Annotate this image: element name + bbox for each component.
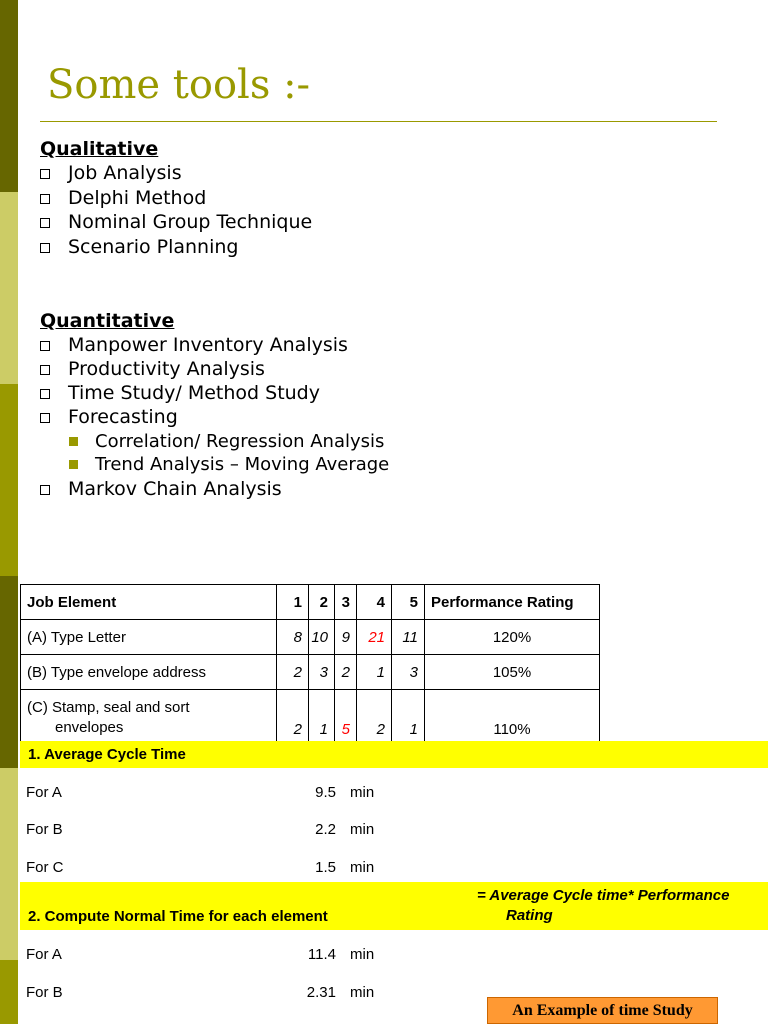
bullet-filled-square-icon [69, 460, 78, 469]
bullet-square-icon [40, 218, 50, 228]
cell-highlighted: 21 [357, 620, 392, 655]
cell: 1 [357, 655, 392, 690]
bullet-square-icon [40, 365, 50, 375]
cell: 2 [335, 655, 357, 690]
table-row [21, 690, 600, 743]
side-bar-segment [0, 0, 18, 192]
side-bar-segment [0, 576, 18, 768]
list-item: Productivity Analysis [40, 358, 265, 380]
cell: (A) Type Letter [21, 620, 277, 655]
cell: 2 [277, 655, 309, 690]
cell: 1 [392, 690, 425, 743]
table-row [21, 655, 600, 690]
list-item: Time Study/ Method Study [40, 382, 320, 404]
section-band [20, 882, 768, 930]
column-header: 1 [277, 585, 309, 620]
side-bar-segment [0, 384, 18, 576]
cell-highlighted: 5 [335, 690, 357, 743]
cell: 120% [425, 620, 600, 655]
section-label: 1. Average Cycle Time [28, 746, 186, 763]
sub-list-item: Trend Analysis – Moving Average [69, 454, 389, 475]
list-item: Nominal Group Technique [40, 211, 312, 233]
column-header: 4 [357, 585, 392, 620]
time-study-table [20, 584, 600, 743]
list-item: Markov Chain Analysis [40, 478, 282, 500]
side-bar-segment [0, 960, 18, 1024]
list-item: Forecasting [40, 406, 178, 428]
cell: (B) Type envelope address [21, 655, 277, 690]
cell: 105% [425, 655, 600, 690]
bullet-square-icon [40, 243, 50, 253]
bullet-square-icon [40, 194, 50, 204]
qualitative-heading: Qualitative [40, 138, 159, 160]
bullet-square-icon [40, 389, 50, 399]
section-band [20, 741, 768, 768]
bullet-filled-square-icon [69, 437, 78, 446]
column-header: 3 [335, 585, 357, 620]
column-header: Performance Rating [425, 585, 600, 620]
list-item: Scenario Planning [40, 236, 238, 258]
column-header: 5 [392, 585, 425, 620]
title-divider [40, 121, 717, 122]
bullet-square-icon [40, 485, 50, 495]
bullet-square-icon [40, 341, 50, 351]
cell: (C) Stamp, seal and sort envelopes [21, 690, 277, 743]
quantitative-heading: Quantitative [40, 310, 175, 332]
cell: 110% [425, 690, 600, 743]
sub-list-item: Correlation/ Regression Analysis [69, 431, 384, 452]
list-item: Delphi Method [40, 187, 206, 209]
cell: 8 [277, 620, 309, 655]
example-caption: An Example of time Study [487, 997, 718, 1024]
cell: 10 [309, 620, 335, 655]
list-item: Job Analysis [40, 162, 182, 184]
bullet-square-icon [40, 413, 50, 423]
bullet-square-icon [40, 169, 50, 179]
table-row [21, 620, 600, 655]
list-item: Manpower Inventory Analysis [40, 334, 348, 356]
slide-title: Some tools :- [47, 62, 311, 108]
side-bar-segment [0, 192, 18, 384]
cell: 2 [277, 690, 309, 743]
cell: 11 [392, 620, 425, 655]
side-bar-segment [0, 768, 18, 960]
formula-note: = Average Cycle time* Performance Rating [477, 887, 730, 924]
cell: 2 [357, 690, 392, 743]
column-header: 2 [309, 585, 335, 620]
cell: 3 [392, 655, 425, 690]
cell: 1 [309, 690, 335, 743]
cell: 9 [335, 620, 357, 655]
section-label: 2. Compute Normal Time for each element [28, 908, 328, 925]
table-header-row [21, 585, 600, 620]
cell: 3 [309, 655, 335, 690]
column-header: Job Element [21, 585, 277, 620]
